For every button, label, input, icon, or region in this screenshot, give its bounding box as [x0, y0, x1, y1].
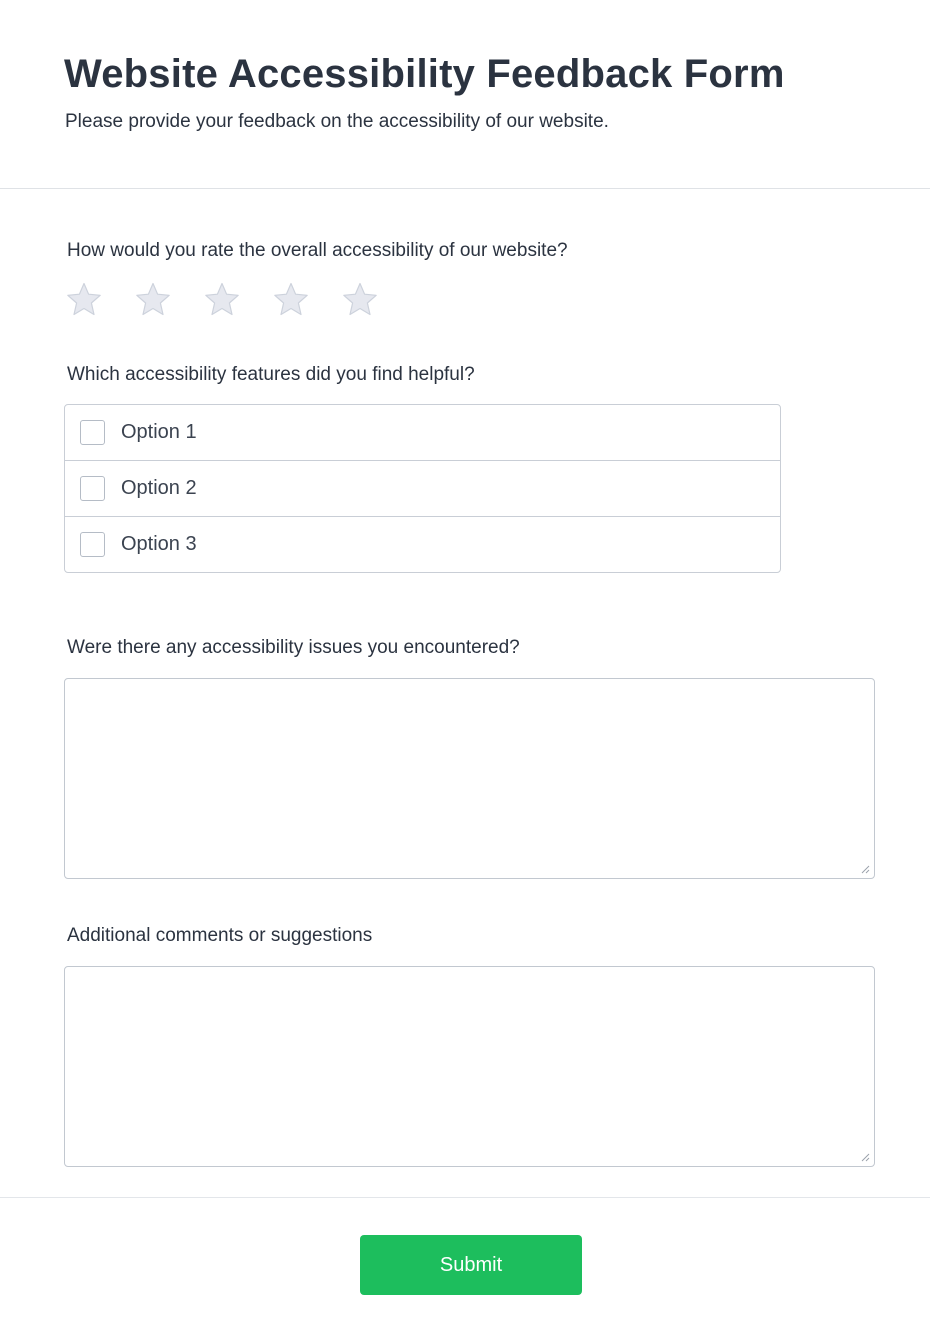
feature-option-1-checkbox[interactable]: [80, 420, 105, 445]
star-5-icon[interactable]: [340, 280, 380, 320]
star-1-icon[interactable]: [64, 280, 104, 320]
feature-option-2[interactable]: [65, 461, 780, 517]
star-2-icon[interactable]: [133, 280, 173, 320]
form-header: [0, 0, 930, 189]
rating-question-label: How would you rate the overall accessibility of our website?: [67, 240, 568, 261]
feature-option-2-label: Option 2: [121, 477, 197, 499]
submit-button[interactable]: Submit: [360, 1235, 582, 1295]
feature-option-1-label: Option 1: [121, 421, 197, 443]
features-checkbox-group: [64, 404, 781, 573]
feature-option-3-checkbox[interactable]: [80, 532, 105, 557]
feature-option-2-checkbox[interactable]: [80, 476, 105, 501]
features-question-label: Which accessibility features did you find helpful?: [67, 364, 475, 385]
footer-divider: [0, 1197, 930, 1198]
star-4-icon[interactable]: [271, 280, 311, 320]
feature-option-3-label: Option 3: [121, 533, 197, 555]
issues-textarea[interactable]: [64, 678, 875, 879]
resize-grip-icon[interactable]: [860, 864, 870, 874]
feature-option-1[interactable]: [65, 405, 780, 461]
issues-question-label: Were there any accessibility issues you encountered?: [67, 637, 520, 658]
feature-option-3[interactable]: [65, 517, 780, 572]
resize-grip-icon[interactable]: [860, 1152, 870, 1162]
form-title: Website Accessibility Feedback Form: [64, 52, 785, 96]
form-subtitle: Please provide your feedback on the accessibility of our website.: [65, 111, 609, 132]
comments-question-label: Additional comments or suggestions: [67, 925, 373, 946]
comments-textarea[interactable]: [64, 966, 875, 1167]
star-3-icon[interactable]: [202, 280, 242, 320]
star-rating: [64, 280, 409, 320]
